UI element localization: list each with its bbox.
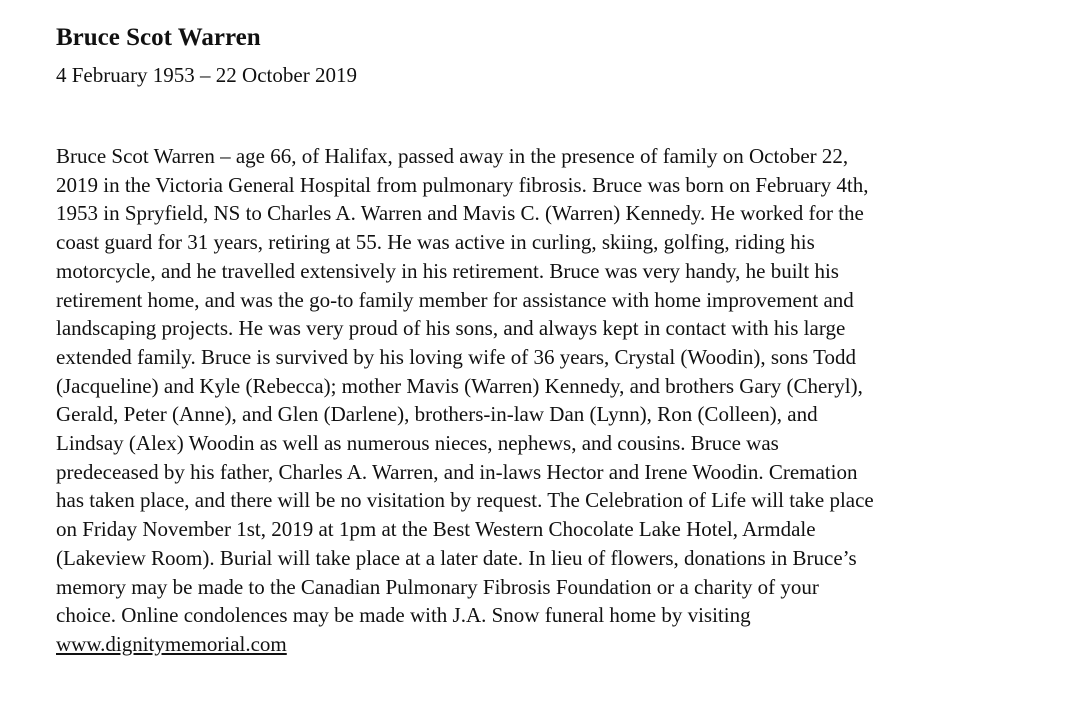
dignity-memorial-link[interactable]: www.dignitymemorial.com	[56, 631, 287, 656]
body-line: retirement home, and was the go-to family member for assistance with home improvement and	[56, 287, 854, 312]
body-line: Bruce Scot Warren – age 66, of Halifax, passed away in the presence of family on October 22,	[56, 144, 849, 168]
body-line: 1953 in Spryfield, NS to Charles A. Warren and Mavis C. (Warren) Kennedy. He worked for the	[56, 201, 864, 226]
body-line: has taken place, and there will be no visitation by request. The Celebration of Life will take place	[56, 488, 874, 513]
body-line: 2019 in the Victoria General Hospital from pulmonary fibrosis. Bruce was born on February 4th,	[56, 172, 869, 197]
body-line: (Jacqueline) and Kyle (Rebecca); mother Mavis (Warren) Kennedy, and brothers Gary (Cheryl),	[56, 373, 863, 398]
body-line: (Lakeview Room). Burial will take place at a later date. In lieu of flowers, donations in Bruce’s	[56, 545, 857, 570]
body-line: motorcycle, and he travelled extensively in his retirement. Bruce was very handy, he built his	[56, 258, 839, 283]
body-line: Gerald, Peter (Anne), and Glen (Darlene), brothers-in-law Dan (Lynn), Ron (Colleen), and	[56, 402, 818, 427]
body-line-link	[56, 630, 874, 659]
body-line: landscaping projects. He was very proud of his sons, and always kept in contact with his large	[56, 316, 846, 341]
obituary-dates: 4 February 1953 – 22 October 2019	[56, 63, 357, 87]
body-line: Lindsay (Alex) Woodin as well as numerous nieces, nephews, and cousins. Bruce was	[56, 431, 779, 456]
body-line: memory may be made to the Canadian Pulmonary Fibrosis Foundation or a charity of your	[56, 574, 819, 599]
obituary-name: Bruce Scot Warren	[56, 24, 261, 51]
body-line: predeceased by his father, Charles A. Warren, and in-laws Hector and Irene Woodin. Cremation	[56, 459, 858, 484]
body-line: coast guard for 31 years, retiring at 55. He was active in curling, skiing, golfing, riding his	[56, 230, 815, 255]
body-line: extended family. Bruce is survived by his loving wife of 36 years, Crystal (Woodin), sons Todd	[56, 344, 856, 369]
obituary-body	[56, 142, 874, 659]
body-line: on Friday November 1st, 2019 at 1pm at the Best Western Chocolate Lake Hotel, Armdale	[56, 517, 816, 542]
body-line: choice. Online condolences may be made with J.A. Snow funeral home by visiting	[56, 603, 751, 628]
